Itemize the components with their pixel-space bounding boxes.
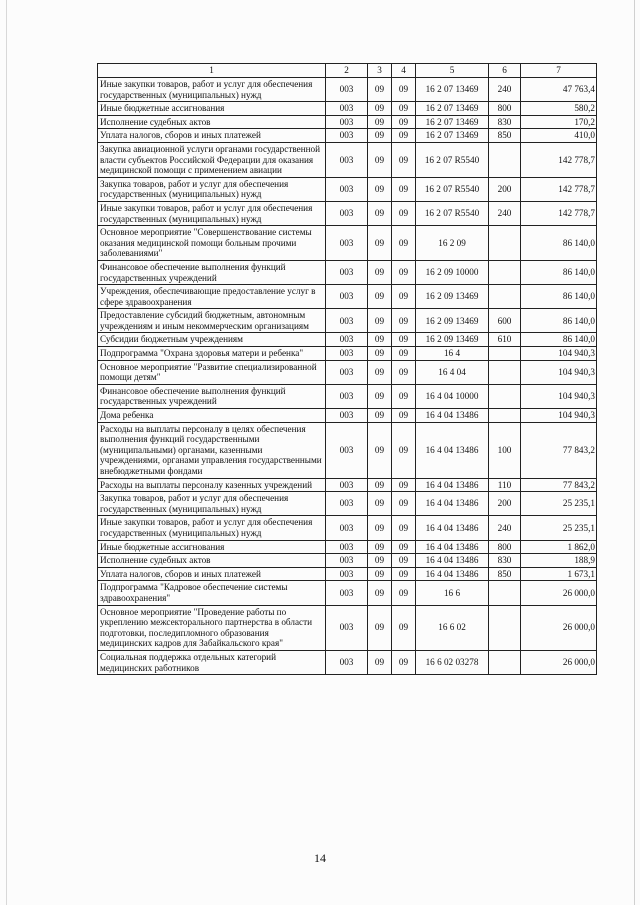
amount-cell: 410,0 <box>521 129 597 143</box>
grbs-code-cell: 003 <box>326 516 368 540</box>
expense-name-cell: Основное мероприятие "Развитие специализированной помощи детям" <box>98 360 326 384</box>
subsection-code-cell: 09 <box>392 201 416 225</box>
target-article-cell: 16 6 02 <box>416 605 489 650</box>
expense-name-cell: Уплата налогов, сборов и иных платежей <box>98 567 326 581</box>
grbs-code-cell: 003 <box>326 409 368 423</box>
amount-cell: 86 140,0 <box>521 285 597 309</box>
table-row <box>98 360 597 384</box>
section-code-cell: 09 <box>368 142 392 177</box>
amount-cell: 142 778,7 <box>521 177 597 201</box>
amount-cell: 188,9 <box>521 554 597 568</box>
section-code-cell: 09 <box>368 422 392 478</box>
expense-type-cell: 200 <box>489 177 521 201</box>
table-row <box>98 115 597 129</box>
table-row <box>98 422 597 478</box>
column-header: 1 <box>98 64 326 78</box>
expense-type-cell: 850 <box>489 567 521 581</box>
table-row <box>98 177 597 201</box>
scan-edge-left <box>6 0 7 905</box>
table-row <box>98 567 597 581</box>
target-article-cell: 16 4 04 13486 <box>416 492 489 516</box>
target-article-cell: 16 4 04 13486 <box>416 422 489 478</box>
expense-name-cell: Финансовое обеспечение выполнения функций государственных учреждений <box>98 260 326 284</box>
target-article-cell: 16 2 07 13469 <box>416 78 489 102</box>
table-row <box>98 260 597 284</box>
grbs-code-cell: 003 <box>326 554 368 568</box>
table-row <box>98 384 597 408</box>
expense-type-cell <box>489 650 521 674</box>
expense-type-cell <box>489 409 521 423</box>
expense-name-cell: Закупка товаров, работ и услуг для обеспечения государственных (муниципальных) нужд <box>98 492 326 516</box>
section-code-cell: 09 <box>368 333 392 347</box>
expense-name-cell: Исполнение судебных актов <box>98 115 326 129</box>
section-code-cell: 09 <box>368 581 392 605</box>
target-article-cell: 16 2 07 R5540 <box>416 201 489 225</box>
subsection-code-cell: 09 <box>392 650 416 674</box>
expense-type-cell <box>489 142 521 177</box>
expense-name-cell: Финансовое обеспечение выполнения функций государственных учреждений <box>98 384 326 408</box>
amount-cell: 25 235,1 <box>521 516 597 540</box>
subsection-code-cell: 09 <box>392 516 416 540</box>
table-row <box>98 102 597 116</box>
amount-cell: 86 140,0 <box>521 309 597 333</box>
section-code-cell: 09 <box>368 384 392 408</box>
grbs-code-cell: 003 <box>326 478 368 492</box>
subsection-code-cell: 09 <box>392 409 416 423</box>
section-code-cell: 09 <box>368 567 392 581</box>
page-number: 14 <box>314 851 326 865</box>
expense-name-cell: Дома ребенка <box>98 409 326 423</box>
subsection-code-cell: 09 <box>392 540 416 554</box>
section-code-cell: 09 <box>368 605 392 650</box>
section-code-cell: 09 <box>368 347 392 361</box>
subsection-code-cell: 09 <box>392 567 416 581</box>
amount-cell: 1 673,1 <box>521 567 597 581</box>
table-row <box>98 333 597 347</box>
subsection-code-cell: 09 <box>392 347 416 361</box>
amount-cell: 580,2 <box>521 102 597 116</box>
column-header: 5 <box>416 64 489 78</box>
expense-name-cell: Исполнение судебных актов <box>98 554 326 568</box>
amount-cell: 104 940,3 <box>521 384 597 408</box>
table-row <box>98 78 597 102</box>
section-code-cell: 09 <box>368 492 392 516</box>
expense-name-cell: Закупка товаров, работ и услуг для обеспечения государственных (муниципальных) нужд <box>98 177 326 201</box>
target-article-cell: 16 4 04 13486 <box>416 554 489 568</box>
section-code-cell: 09 <box>368 478 392 492</box>
grbs-code-cell: 003 <box>326 567 368 581</box>
expense-type-cell: 200 <box>489 492 521 516</box>
table-row <box>98 129 597 143</box>
subsection-code-cell: 09 <box>392 129 416 143</box>
amount-cell: 77 843,2 <box>521 422 597 478</box>
section-code-cell: 09 <box>368 285 392 309</box>
expense-name-cell: Иные закупки товаров, работ и услуг для обеспечения государственных (муниципальных) нужд <box>98 516 326 540</box>
section-code-cell: 09 <box>368 540 392 554</box>
expense-name-cell: Основное мероприятие "Совершенствование системы оказания медицинской помощи больным прочими заболеваниями" <box>98 226 326 261</box>
column-header: 6 <box>489 64 521 78</box>
target-article-cell: 16 4 04 13486 <box>416 478 489 492</box>
table-body <box>98 64 597 675</box>
grbs-code-cell: 003 <box>326 78 368 102</box>
subsection-code-cell: 09 <box>392 115 416 129</box>
amount-cell: 1 862,0 <box>521 540 597 554</box>
expense-type-cell: 830 <box>489 115 521 129</box>
target-article-cell: 16 2 09 13469 <box>416 333 489 347</box>
grbs-code-cell: 003 <box>326 384 368 408</box>
expense-type-cell: 240 <box>489 516 521 540</box>
subsection-code-cell: 09 <box>392 102 416 116</box>
column-header: 2 <box>326 64 368 78</box>
target-article-cell: 16 6 <box>416 581 489 605</box>
expense-name-cell: Иные закупки товаров, работ и услуг для обеспечения государственных (муниципальных) нужд <box>98 78 326 102</box>
section-code-cell: 09 <box>368 409 392 423</box>
grbs-code-cell: 003 <box>326 102 368 116</box>
expense-name-cell: Предоставление субсидий бюджетным, автономным учреждениям и иным некоммерческим организациям <box>98 309 326 333</box>
target-article-cell: 16 2 07 R5540 <box>416 142 489 177</box>
amount-cell: 77 843,2 <box>521 478 597 492</box>
target-article-cell: 16 4 <box>416 347 489 361</box>
section-code-cell: 09 <box>368 516 392 540</box>
column-header: 4 <box>392 64 416 78</box>
grbs-code-cell: 003 <box>326 360 368 384</box>
amount-cell: 86 140,0 <box>521 260 597 284</box>
table-row <box>98 554 597 568</box>
expense-name-cell: Подпрограмма "Кадровое обеспечение системы здравоохранения" <box>98 581 326 605</box>
expense-type-cell: 610 <box>489 333 521 347</box>
subsection-code-cell: 09 <box>392 478 416 492</box>
section-code-cell: 09 <box>368 177 392 201</box>
section-code-cell: 09 <box>368 554 392 568</box>
table-row <box>98 142 597 177</box>
target-article-cell: 16 2 07 13469 <box>416 102 489 116</box>
target-article-cell: 16 4 04 13486 <box>416 516 489 540</box>
subsection-code-cell: 09 <box>392 177 416 201</box>
expense-name-cell: Социальная поддержка отдельных категорий медицинских работников <box>98 650 326 674</box>
table-row <box>98 285 597 309</box>
expense-type-cell <box>489 226 521 261</box>
expense-name-cell: Закупка авиационной услуги органами государственной власти субъектов Российской Федерации для оказания медицинской помощи с применением авиации <box>98 142 326 177</box>
expense-type-cell <box>489 605 521 650</box>
grbs-code-cell: 003 <box>326 492 368 516</box>
target-article-cell: 16 4 04 <box>416 360 489 384</box>
grbs-code-cell: 003 <box>326 201 368 225</box>
target-article-cell: 16 2 09 13469 <box>416 285 489 309</box>
grbs-code-cell: 003 <box>326 650 368 674</box>
header-row <box>98 64 597 78</box>
target-article-cell: 16 2 09 10000 <box>416 260 489 284</box>
expense-type-cell: 240 <box>489 201 521 225</box>
expense-type-cell <box>489 360 521 384</box>
section-code-cell: 09 <box>368 309 392 333</box>
scan-edge-right <box>634 0 635 905</box>
subsection-code-cell: 09 <box>392 492 416 516</box>
expense-type-cell: 800 <box>489 540 521 554</box>
section-code-cell: 09 <box>368 102 392 116</box>
budget-table <box>97 63 597 675</box>
grbs-code-cell: 003 <box>326 129 368 143</box>
subsection-code-cell: 09 <box>392 605 416 650</box>
table-row <box>98 605 597 650</box>
amount-cell: 86 140,0 <box>521 226 597 261</box>
section-code-cell: 09 <box>368 201 392 225</box>
expense-name-cell: Расходы на выплаты персоналу в целях обеспечения выполнения функций государственными (муниципальными) органами, казенными учреждениями, органами управления государственными внебюджетными фондами <box>98 422 326 478</box>
target-article-cell: 16 2 07 13469 <box>416 115 489 129</box>
expense-name-cell: Иные бюджетные ассигнования <box>98 102 326 116</box>
grbs-code-cell: 003 <box>326 285 368 309</box>
amount-cell: 26 000,0 <box>521 650 597 674</box>
target-article-cell: 16 4 04 13486 <box>416 409 489 423</box>
table-row <box>98 516 597 540</box>
subsection-code-cell: 09 <box>392 384 416 408</box>
target-article-cell: 16 4 04 13486 <box>416 540 489 554</box>
table-row <box>98 226 597 261</box>
subsection-code-cell: 09 <box>392 260 416 284</box>
expense-type-cell <box>489 347 521 361</box>
section-code-cell: 09 <box>368 360 392 384</box>
amount-cell: 47 763,4 <box>521 78 597 102</box>
target-article-cell: 16 2 09 13469 <box>416 309 489 333</box>
amount-cell: 86 140,0 <box>521 333 597 347</box>
amount-cell: 26 000,0 <box>521 605 597 650</box>
expense-name-cell: Учреждения, обеспечивающие предоставление услуг в сфере здравоохранения <box>98 285 326 309</box>
subsection-code-cell: 09 <box>392 360 416 384</box>
grbs-code-cell: 003 <box>326 226 368 261</box>
amount-cell: 142 778,7 <box>521 142 597 177</box>
column-header: 3 <box>368 64 392 78</box>
grbs-code-cell: 003 <box>326 422 368 478</box>
amount-cell: 104 940,3 <box>521 409 597 423</box>
expense-name-cell: Субсидии бюджетным учреждениям <box>98 333 326 347</box>
subsection-code-cell: 09 <box>392 78 416 102</box>
section-code-cell: 09 <box>368 226 392 261</box>
subsection-code-cell: 09 <box>392 422 416 478</box>
table-row <box>98 650 597 674</box>
grbs-code-cell: 003 <box>326 540 368 554</box>
target-article-cell: 16 2 09 <box>416 226 489 261</box>
expense-type-cell <box>489 384 521 408</box>
table-row <box>98 581 597 605</box>
amount-cell: 25 235,1 <box>521 492 597 516</box>
section-code-cell: 09 <box>368 129 392 143</box>
expense-name-cell: Основное мероприятие "Проведение работы по укреплению межсекторального партнерства в области подготовки, последипломного образования медицинских кадров для Забайкальского края" <box>98 605 326 650</box>
expense-type-cell: 110 <box>489 478 521 492</box>
subsection-code-cell: 09 <box>392 309 416 333</box>
subsection-code-cell: 09 <box>392 142 416 177</box>
grbs-code-cell: 003 <box>326 581 368 605</box>
expense-type-cell: 800 <box>489 102 521 116</box>
grbs-code-cell: 003 <box>326 333 368 347</box>
grbs-code-cell: 003 <box>326 309 368 333</box>
grbs-code-cell: 003 <box>326 605 368 650</box>
amount-cell: 104 940,3 <box>521 347 597 361</box>
expense-type-cell: 100 <box>489 422 521 478</box>
table-row <box>98 540 597 554</box>
subsection-code-cell: 09 <box>392 333 416 347</box>
expense-type-cell: 240 <box>489 78 521 102</box>
expense-type-cell <box>489 260 521 284</box>
table-row <box>98 201 597 225</box>
amount-cell: 104 940,3 <box>521 360 597 384</box>
target-article-cell: 16 4 04 13486 <box>416 567 489 581</box>
amount-cell: 26 000,0 <box>521 581 597 605</box>
subsection-code-cell: 09 <box>392 581 416 605</box>
expense-name-cell: Подпрограмма "Охрана здоровья матери и ребенка" <box>98 347 326 361</box>
section-code-cell: 09 <box>368 115 392 129</box>
table-row <box>98 409 597 423</box>
table-row <box>98 478 597 492</box>
subsection-code-cell: 09 <box>392 226 416 261</box>
grbs-code-cell: 003 <box>326 177 368 201</box>
section-code-cell: 09 <box>368 78 392 102</box>
grbs-code-cell: 003 <box>326 142 368 177</box>
expense-name-cell: Иные закупки товаров, работ и услуг для обеспечения государственных (муниципальных) нужд <box>98 201 326 225</box>
subsection-code-cell: 09 <box>392 554 416 568</box>
section-code-cell: 09 <box>368 650 392 674</box>
expense-type-cell <box>489 581 521 605</box>
target-article-cell: 16 6 02 03278 <box>416 650 489 674</box>
expense-type-cell <box>489 285 521 309</box>
expense-name-cell: Иные бюджетные ассигнования <box>98 540 326 554</box>
amount-cell: 142 778,7 <box>521 201 597 225</box>
amount-cell: 170,2 <box>521 115 597 129</box>
expense-type-cell: 850 <box>489 129 521 143</box>
table-row <box>98 492 597 516</box>
subsection-code-cell: 09 <box>392 285 416 309</box>
grbs-code-cell: 003 <box>326 347 368 361</box>
expense-name-cell: Расходы на выплаты персоналу казенных учреждений <box>98 478 326 492</box>
grbs-code-cell: 003 <box>326 115 368 129</box>
expense-type-cell: 830 <box>489 554 521 568</box>
expense-name-cell: Уплата налогов, сборов и иных платежей <box>98 129 326 143</box>
target-article-cell: 16 2 07 13469 <box>416 129 489 143</box>
grbs-code-cell: 003 <box>326 260 368 284</box>
target-article-cell: 16 2 07 R5540 <box>416 177 489 201</box>
table-row <box>98 309 597 333</box>
target-article-cell: 16 4 04 10000 <box>416 384 489 408</box>
table-row <box>98 347 597 361</box>
column-header: 7 <box>521 64 597 78</box>
expense-type-cell: 600 <box>489 309 521 333</box>
section-code-cell: 09 <box>368 260 392 284</box>
